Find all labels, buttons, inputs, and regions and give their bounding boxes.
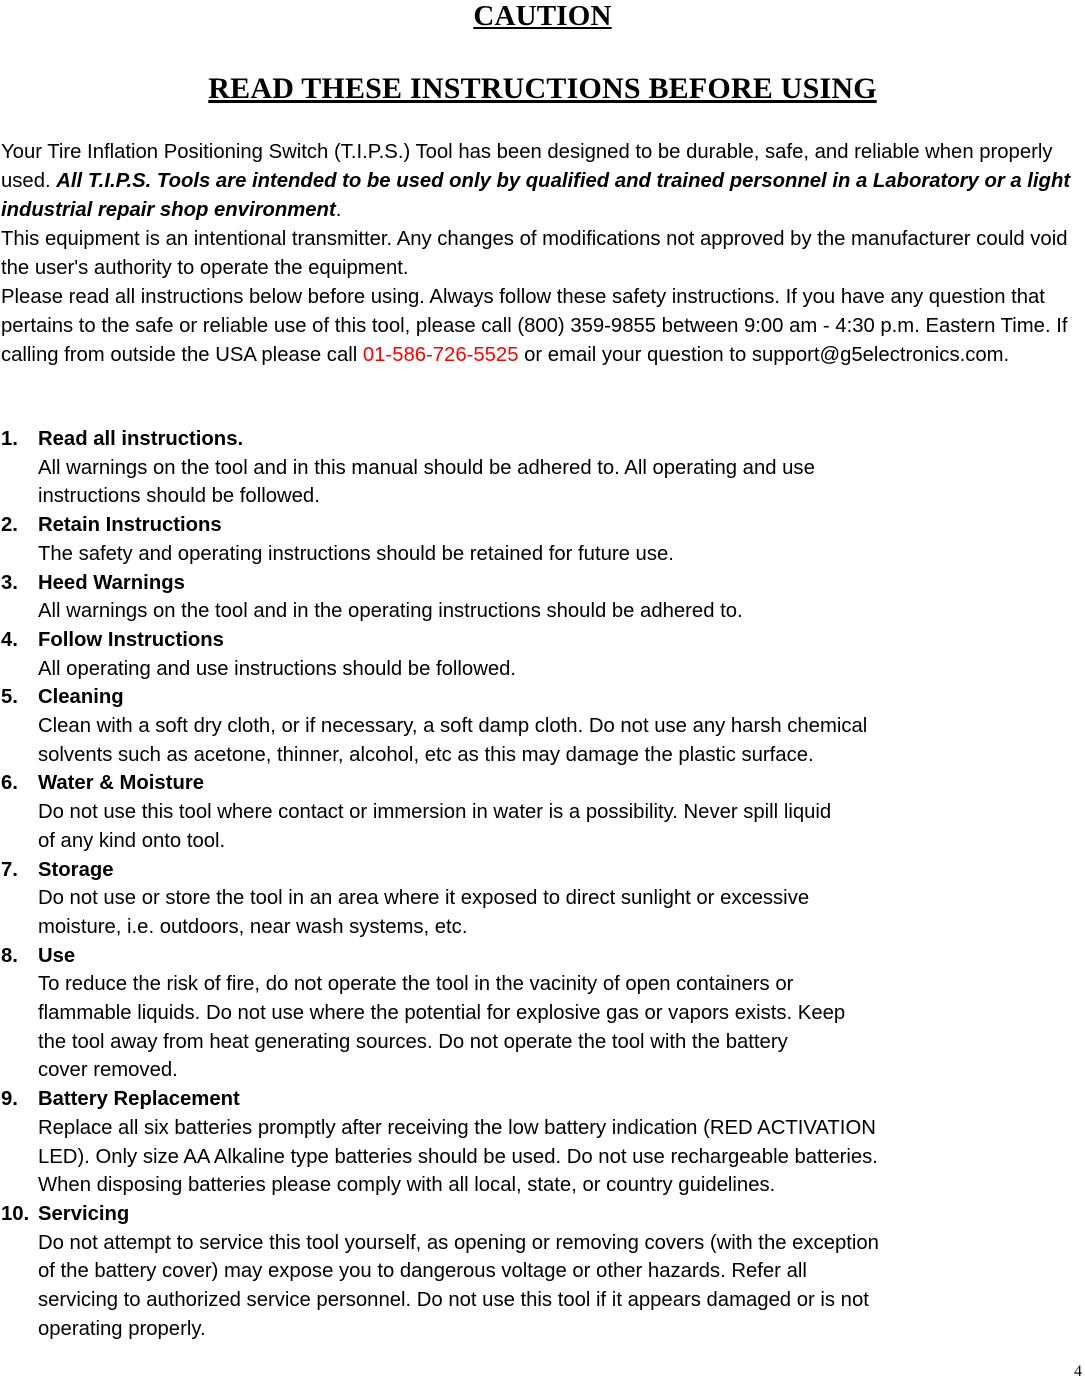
item-body: Replace all six batteries promptly after receiving the low battery indication (RED ACTIVATION LED). Only size AA Alkaline type batteries should be used. Do not use rechargeable batteries. When disposing batteries please comply with all local, state, or country guidelines. — [38, 1116, 878, 1197]
item-number: 5. — [1, 686, 18, 709]
item-body: Clean with a soft dry cloth, or if necessary, a soft damp cloth. Do not use any harsh chemical solvents such as acetone, thinner, alcohol, etc as this may damage the plastic surface. — [38, 715, 868, 766]
item-number: 1. — [1, 428, 18, 450]
item-number: 8. — [1, 944, 18, 967]
item-heading: Battery Replacement — [38, 1088, 240, 1111]
item-body: Do not use or store the tool in an area where it exposed to direct sunlight or excessive moisture, i.e. outdoors, near wash systems, etc. — [38, 887, 810, 938]
contact-email-text: or email your question to support@g5electronics.com. — [518, 344, 1010, 366]
item-number: 3. — [1, 571, 18, 594]
instruction-item — [1, 856, 1083, 942]
item-body: All warnings on the tool and in this manual should be adhered to. All operating and use instructions should be followed. — [38, 456, 815, 508]
item-heading: Read all instructions. — [38, 428, 244, 450]
item-heading: Water & Moisture — [38, 772, 205, 795]
item-heading: Retain Instructions — [38, 514, 222, 537]
instruction-item — [1, 1085, 1083, 1200]
intro-emphasis: All T.I.P.S. Tools are intended to be used only by qualified and trained personnel in a Laboratory or a light industrial repair shop environment — [1, 170, 1071, 221]
item-heading: Cleaning — [38, 686, 124, 709]
item-number: 2. — [1, 514, 18, 537]
instruction-item — [1, 425, 1083, 511]
instruction-item — [1, 1200, 1083, 1344]
contact-text: Please read all instructions below before using. Always follow these safety instructions. If you have any question that pertains to the safe or reliable use of this tool, please call (800) 359-9855 between 9:00 am - 4:30 p.m. Eastern Time. If calling from outside the USA please call — [1, 286, 1068, 366]
intro-text: Your Tire Inflation Positioning Switch (T.I.P.S.) Tool has been designed to be durable, safe, and reliable when properly used. — [1, 141, 1053, 192]
item-number: 9. — [1, 1088, 18, 1111]
intro-paragraph-1 — [1, 138, 1083, 225]
instruction-item — [1, 511, 1083, 568]
item-heading: Servicing — [38, 1202, 130, 1225]
item-number: 10. — [1, 1202, 30, 1225]
item-body: All warnings on the tool and in the operating instructions should be adhered to. — [38, 600, 743, 623]
item-heading: Use — [38, 944, 76, 967]
page-number: 4 — [1074, 1363, 1082, 1380]
item-number: 4. — [1, 628, 18, 651]
item-body: The safety and operating instructions should be retained for future use. — [38, 542, 674, 565]
intro-period: . — [335, 199, 342, 221]
item-heading: Heed Warnings — [38, 571, 185, 594]
instruction-item — [1, 569, 1083, 626]
contact-paragraph — [1, 283, 1083, 370]
instruction-item — [1, 769, 1083, 855]
item-body: To reduce the risk of fire, do not operate the tool in the vacinity of open containers or flammable liquids. Do not use where the potential for explosive gas or vapors exists. Keep the tool away from heat generating sources. Do not operate the tool with the battery cover removed. — [38, 973, 846, 1082]
caution-heading: CAUTION — [473, 0, 612, 32]
instruction-list — [1, 425, 1083, 1344]
international-phone: 01-586-726-5525 — [362, 344, 519, 366]
item-heading: Follow Instructions — [38, 628, 224, 651]
read-instructions-heading: READ THESE INSTRUCTIONS BEFORE USING — [208, 72, 877, 105]
item-number: 6. — [1, 772, 18, 795]
item-body: Do not use this tool where contact or immersion in water is a possibility. Never spill liquid of any kind onto tool. — [38, 801, 832, 852]
item-heading: Storage — [38, 858, 114, 881]
transmitter-paragraph: This equipment is an intentional transmitter. Any changes of modifications not approved by the manufacturer could void the user's authority to operate the equipment. — [1, 228, 1068, 279]
item-body: Do not attempt to service this tool yourself, as opening or removing covers (with the exception of the battery cover) may expose you to dangerous voltage or other hazards. Refer all servicing to authorized service personnel. Do not use this tool if it appears damaged or is not operating properly. — [38, 1231, 879, 1340]
instruction-item — [1, 683, 1083, 769]
item-body: All operating and use instructions should be followed. — [38, 657, 517, 680]
instruction-item — [1, 942, 1083, 1086]
intro-section — [1, 138, 1083, 370]
item-number: 7. — [1, 858, 18, 881]
instruction-item — [1, 626, 1083, 683]
